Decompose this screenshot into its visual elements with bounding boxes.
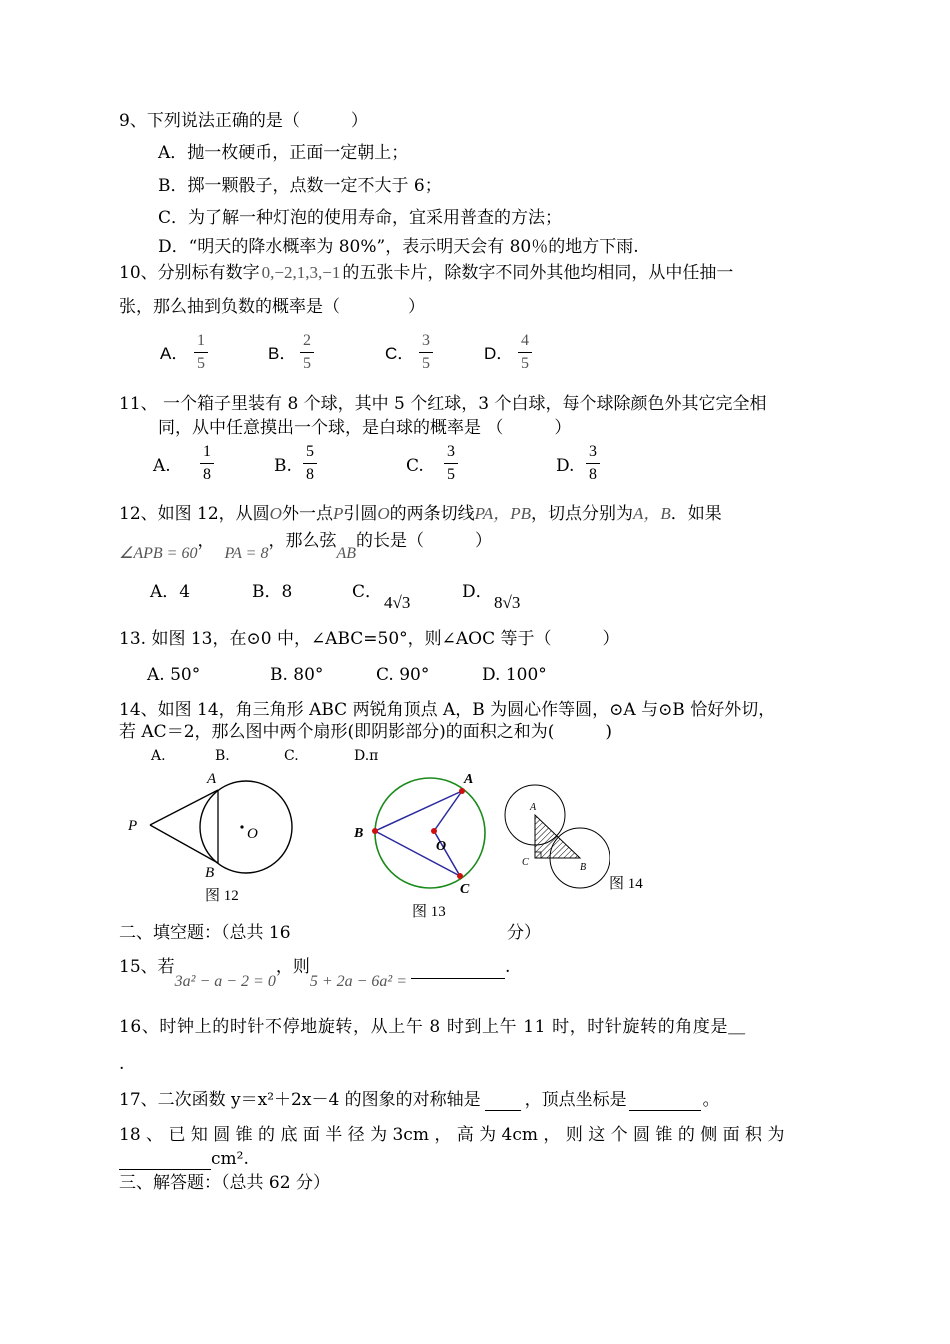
q13-option-c: C. 90° xyxy=(376,665,430,685)
q9-option-d: D．“明天的降水概率为 80%”，表示明天会有 80％的地方下雨. xyxy=(158,237,639,257)
q13-option-d: D. 100° xyxy=(482,665,547,685)
q9-option-c: C．为了解一种灯泡的使用寿命，宜采用普查的方法； xyxy=(158,208,563,228)
fig12-label-a: A xyxy=(207,771,217,787)
q10-stem-b: 的五张卡片，除数字不同外其他均相同，从中任抽一 xyxy=(342,263,734,283)
fig13-point-o xyxy=(431,828,437,834)
q12-angle: ∠APB = 60 xyxy=(119,545,198,562)
fig13-point-a xyxy=(459,788,465,794)
q17-vertex-blank[interactable] xyxy=(629,1110,701,1111)
q11-option-c-label: C. xyxy=(406,456,424,476)
fig12-label-o: O xyxy=(247,826,258,842)
q12-t3: 引圆 xyxy=(343,504,378,524)
fig12-circle xyxy=(200,781,292,873)
fig12-tangent-pb xyxy=(150,825,218,863)
fig13-triangle xyxy=(375,791,462,876)
q12-option-d-label: D． xyxy=(462,582,493,602)
fig13-circle xyxy=(375,778,485,888)
fig12-caption: 图 12 xyxy=(205,888,239,904)
q10-option-c-label: C． xyxy=(385,344,415,363)
q14-option-b: B. xyxy=(215,748,230,764)
q13-option-b: B. 80° xyxy=(270,665,324,685)
q12-t4: 的两条切线 xyxy=(389,504,475,524)
q12-line2 xyxy=(119,530,493,562)
q10-numbers: 0,−2,1,3,−1 xyxy=(261,263,341,282)
q10-option-a-frac: 1 5 xyxy=(194,332,208,373)
q17-line xyxy=(119,1089,720,1111)
q14-option-d: D.π xyxy=(354,748,379,764)
q17-axis-blank[interactable] xyxy=(485,1110,521,1111)
q13-option-a: A. 50° xyxy=(147,665,201,685)
q10-option-d-label: D． xyxy=(484,344,514,363)
q12-line1 xyxy=(119,503,722,525)
fig14-label-a: A xyxy=(530,802,537,813)
q9-option-a: A．抛一枚硬币，正面一定朝上； xyxy=(158,143,409,163)
fig13-label-o: O xyxy=(436,839,447,854)
q11-option-b-label: B. xyxy=(274,456,292,476)
q16-line2: . xyxy=(119,1054,125,1074)
q12-option-d-value: 8√3 xyxy=(494,593,521,612)
q12-option-c-value: 4√3 xyxy=(384,593,411,612)
q10-option-b-frac: 2 5 xyxy=(300,332,314,373)
q10-option-d-frac: 4 5 xyxy=(518,332,532,373)
q12-t1: 12、如图 12，从圆 xyxy=(119,504,270,524)
q14-line2: 若 AC＝2，那么图中两个扇形(即阴影部分)的面积之和为( ) xyxy=(119,722,613,742)
q9-stem: 9、下列说法正确的是（ ） xyxy=(119,111,368,131)
q12-option-a: A．4 xyxy=(150,582,191,602)
q10-line1 xyxy=(119,262,733,284)
q9-option-b: B．掷一颗骰子，点数一定不大于 6； xyxy=(158,176,442,196)
q14-line1: 14、如图 14，角三角形 ABC 两锐角顶点 A，B 为圆心作等圆，⊙A 与⊙B 恰好外切， xyxy=(119,700,776,720)
fig12-label-b: B xyxy=(205,865,215,881)
q15-eq1: 3a² − a − 2 = 0 xyxy=(174,973,276,990)
fig14-shaded-triangle xyxy=(535,815,580,858)
q11-option-c-frac: 3 5 xyxy=(444,443,458,484)
q15-t2: ，则 xyxy=(275,957,310,977)
fig13-label-b: B xyxy=(354,826,364,841)
q14-option-c: C. xyxy=(284,748,299,764)
q15-t1: 15、若 xyxy=(119,957,175,977)
q11-line2: 同，从中任意摸出一个球，是白球的概率是 （ ） xyxy=(158,418,572,438)
fig13-point-b xyxy=(372,828,378,834)
q17-t3: 。 xyxy=(702,1090,720,1110)
figure-13 xyxy=(350,765,495,900)
q15-answer-blank[interactable] xyxy=(411,978,505,979)
q12-t7: ，那么弦 xyxy=(268,531,337,551)
q18-unit: cm². xyxy=(211,1149,249,1169)
q10-option-c-frac: 3 5 xyxy=(419,332,433,373)
figure-14 xyxy=(500,780,610,890)
fig13-label-a: A xyxy=(464,772,474,787)
q15-end: . xyxy=(505,957,511,977)
section3-title: 三、解答题：（总共 62 分） xyxy=(119,1173,330,1193)
q12-option-c-label: C． xyxy=(352,582,383,602)
q12-o1: O xyxy=(269,504,282,523)
q16-line1: 16、时钟上的时针不停地旋转，从上午 8 时到上午 11 时，时针旋转的角度是＿ xyxy=(119,1017,746,1037)
fig14-label-c: C xyxy=(522,857,529,868)
fig12-center-dot xyxy=(240,825,243,828)
q12-points: A，B xyxy=(632,504,671,523)
q10-stem-a: 10、分别标有数字 xyxy=(119,263,260,283)
fig14-label-b: B xyxy=(580,862,587,873)
q18-line1: 18 、 已 知 圆 锥 的 底 面 半 径 为 3cm ， 高 为 4cm ， 则 这 个 圆 锥 的 侧 面 积 为 xyxy=(119,1125,785,1145)
fig13-label-c: C xyxy=(460,882,470,897)
q12-t5: ，切点分别为 xyxy=(530,504,633,524)
q12-comma: ， xyxy=(197,531,215,551)
section2-suffix: 分） xyxy=(507,923,541,943)
section2-title: 二、填空题：（总共 16 xyxy=(119,923,291,943)
q11-line1: 11、 一个箱子里装有 8 个球，其中 5 个红球，3 个白球，每个球除颜色外其它完全相 xyxy=(119,394,767,414)
q10-option-a-label: A． xyxy=(160,344,189,363)
q18-answer-blank[interactable] xyxy=(119,1169,211,1170)
q12-t2: 外一点 xyxy=(281,504,333,524)
q10-option-b-label: B． xyxy=(268,344,297,363)
q17-t2: ，顶点坐标是 xyxy=(524,1090,627,1110)
fig14-caption: 图 14 xyxy=(609,876,643,892)
q11-option-a-frac: 1 8 xyxy=(200,443,214,484)
q12-o2: O xyxy=(377,504,390,523)
q13-stem: 13. 如图 13，在⊙0 中，∠ABC=50°，则∠AOC 等于（ ） xyxy=(119,629,620,649)
fig12-label-p: P xyxy=(128,818,138,834)
q11-option-b-frac: 5 8 xyxy=(303,443,317,484)
fig12-tangent-pa xyxy=(150,790,218,825)
q17-t1: 17、二次函数 y＝x²＋2x－4 的图象的对称轴是 xyxy=(119,1090,481,1110)
fig13-point-c xyxy=(457,873,463,879)
q12-t8: 的长是（ ） xyxy=(356,531,493,551)
q12-option-b: B．8 xyxy=(252,582,293,602)
q15-eq2: 5 + 2a − 6a² = xyxy=(309,973,408,990)
q18-line2 xyxy=(119,1148,249,1170)
q14-option-a: A. xyxy=(151,748,166,764)
q11-option-a-label: A. xyxy=(153,456,171,476)
q12-ab: AB xyxy=(336,545,357,562)
q11-option-d-frac: 3 8 xyxy=(586,443,600,484)
q10-stem-c: 张，那么抽到负数的概率是（ ） xyxy=(119,297,425,317)
q12-tangents: PA，PB xyxy=(474,504,531,523)
q12-t6: ．如果 xyxy=(670,504,722,524)
q12-pa: PA = 8 xyxy=(224,545,269,562)
q12-p: P xyxy=(332,504,344,523)
fig13-caption: 图 13 xyxy=(412,904,446,920)
q11-option-d-label: D. xyxy=(556,456,575,476)
q15-line xyxy=(119,956,511,990)
